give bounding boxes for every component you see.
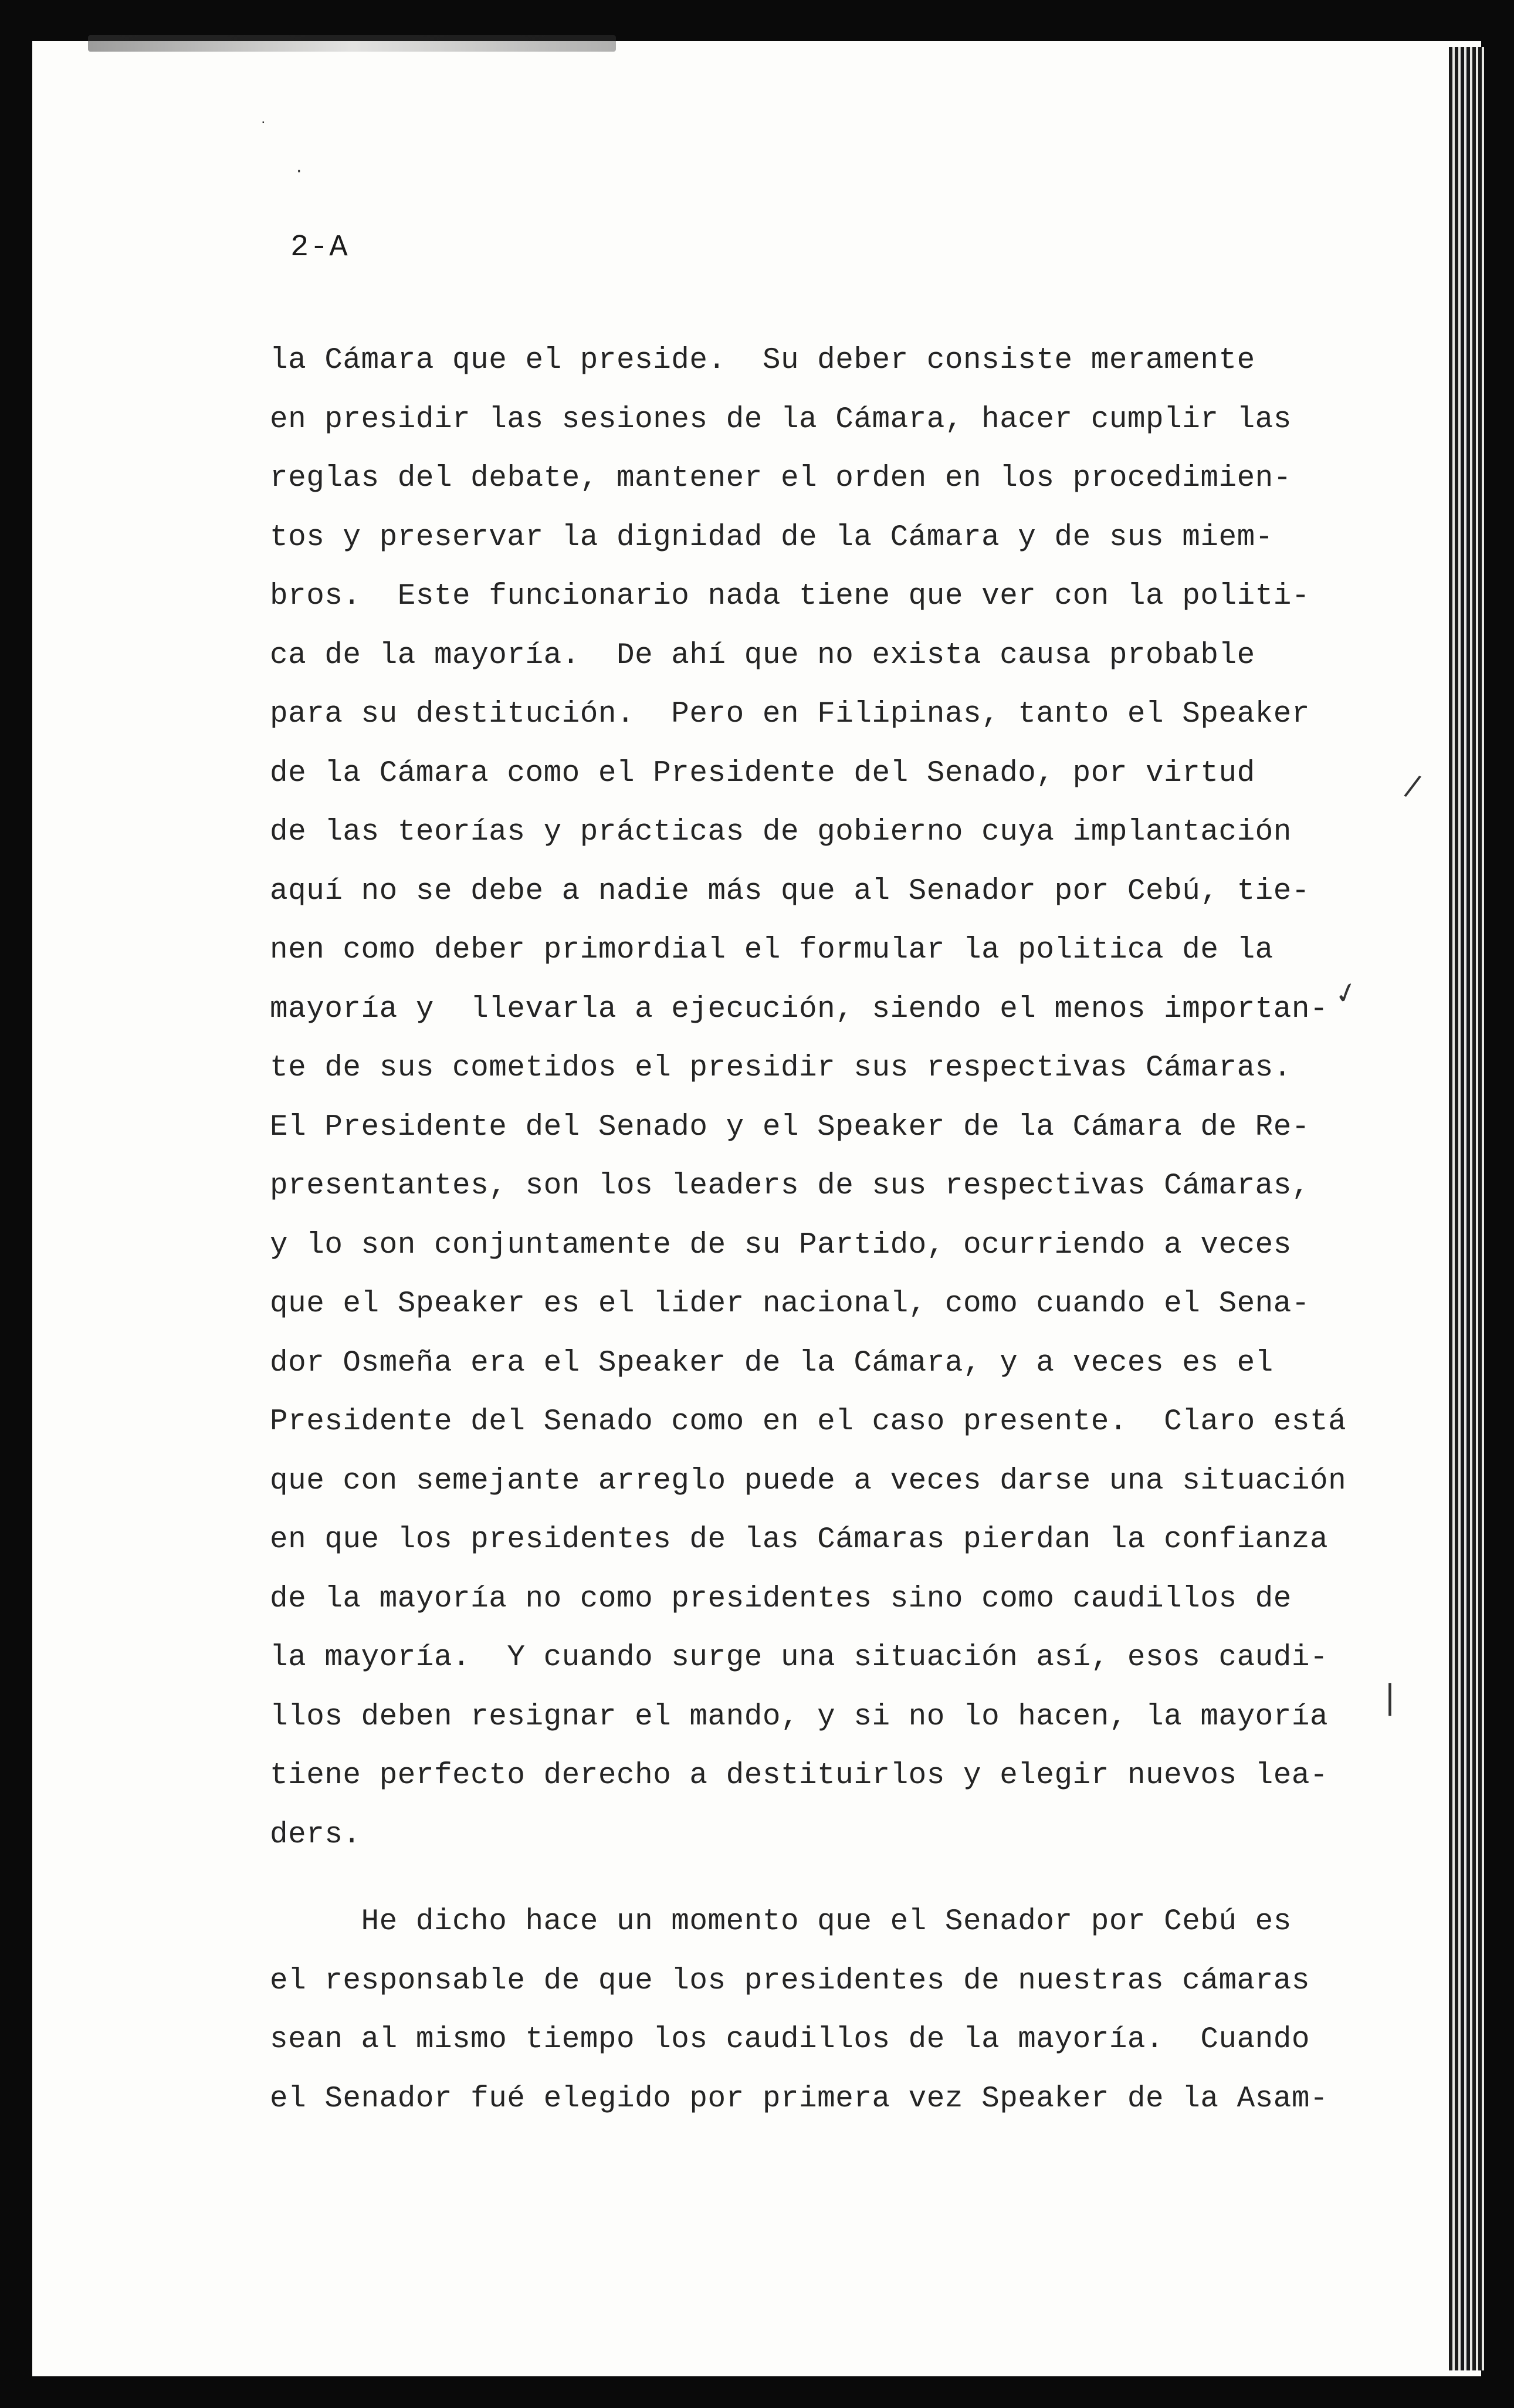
text-line: la Cámara que el preside. Su deber consiste meramente — [270, 344, 1255, 377]
text-line: el responsable de que los presidentes de nuestras cámaras — [270, 1964, 1310, 1998]
page-number: 2-A — [290, 230, 349, 265]
check-mark-icon: ✓ — [1330, 974, 1362, 1013]
text-line: nen como deber primordial el formular la politica de la — [270, 934, 1273, 967]
text-line: la mayoría. Y cuando surge una situación así, esos caudi- — [270, 1641, 1329, 1675]
text-line: tos y preservar la dignidad de la Cámara y de sus miem- — [270, 520, 1273, 554]
text-line: ca de la mayoría. De ahí que no exista causa probable — [270, 638, 1255, 672]
text-line: en presidir las sesiones de la Cámara, hacer cumplir las — [270, 403, 1292, 437]
text-line: reglas del debate, mantener el orden en los procedimien- — [270, 462, 1292, 495]
speck-icon: · — [296, 161, 302, 182]
text-line: dor Osmeña era el Speaker de la Cámara, y a veces es el — [270, 1346, 1273, 1380]
text-line: de la mayoría no como presidentes sino como caudillos de — [270, 1582, 1292, 1616]
text-line: te de sus cometidos el presidir sus respectivas Cámaras. — [270, 1051, 1292, 1085]
page-edge — [1449, 47, 1484, 2370]
pencil-stroke-icon: | — [1384, 1678, 1396, 1716]
text-line: y lo son conjuntamente de su Partido, ocurriendo a veces — [270, 1228, 1292, 1262]
typed-text — [270, 332, 1384, 2129]
pencil-stroke-icon: / — [1402, 767, 1424, 804]
text-line: presentantes, son los leaders de sus respectivas Cámaras, — [270, 1169, 1310, 1203]
text-line: que con semejante arreglo puede a veces darse una situación — [270, 1464, 1347, 1498]
text-line: El Presidente del Senado y el Speaker de la Cámara de Re- — [270, 1110, 1310, 1144]
text-line: que el Speaker es el lider nacional, como cuando el Sena- — [270, 1287, 1310, 1321]
text-line: para su destitución. Pero en Filipinas, tanto el Speaker — [270, 698, 1310, 731]
top-smudge — [88, 35, 616, 52]
text-line: sean al mismo tiempo los caudillos de la mayoría. Cuando — [270, 2023, 1310, 2057]
text-line: de las teorías y prácticas de gobierno cuya implantación — [270, 816, 1292, 849]
text-line: mayoría y llevarla a ejecución, siendo el menos importan- — [270, 992, 1329, 1026]
text-line: Presidente del Senado como en el caso presente. Claro está — [270, 1405, 1347, 1439]
text-line: en que los presidentes de las Cámaras pierdan la confianza — [270, 1523, 1329, 1557]
text-line: He dicho hace un momento que el Senador por Cebú es — [270, 1905, 1292, 1939]
speck-icon: · — [261, 114, 266, 131]
text-line: llos deben resignar el mando, y si no lo hacen, la mayoría — [270, 1700, 1329, 1734]
text-line: aquí no se debe a nadie más que al Senador por Cebú, tie- — [270, 874, 1310, 908]
text-line: tiene perfecto derecho a destituirlos y elegir nuevos lea- — [270, 1759, 1329, 1793]
text-line: de la Cámara como el Presidente del Senado, por virtud — [270, 756, 1255, 790]
text-line: bros. Este funcionario nada tiene que ver con la politi- — [270, 580, 1310, 613]
text-line: el Senador fué elegido por primera vez Speaker de la Asam- — [270, 2082, 1329, 2116]
text-line: ders. — [270, 1818, 361, 1852]
